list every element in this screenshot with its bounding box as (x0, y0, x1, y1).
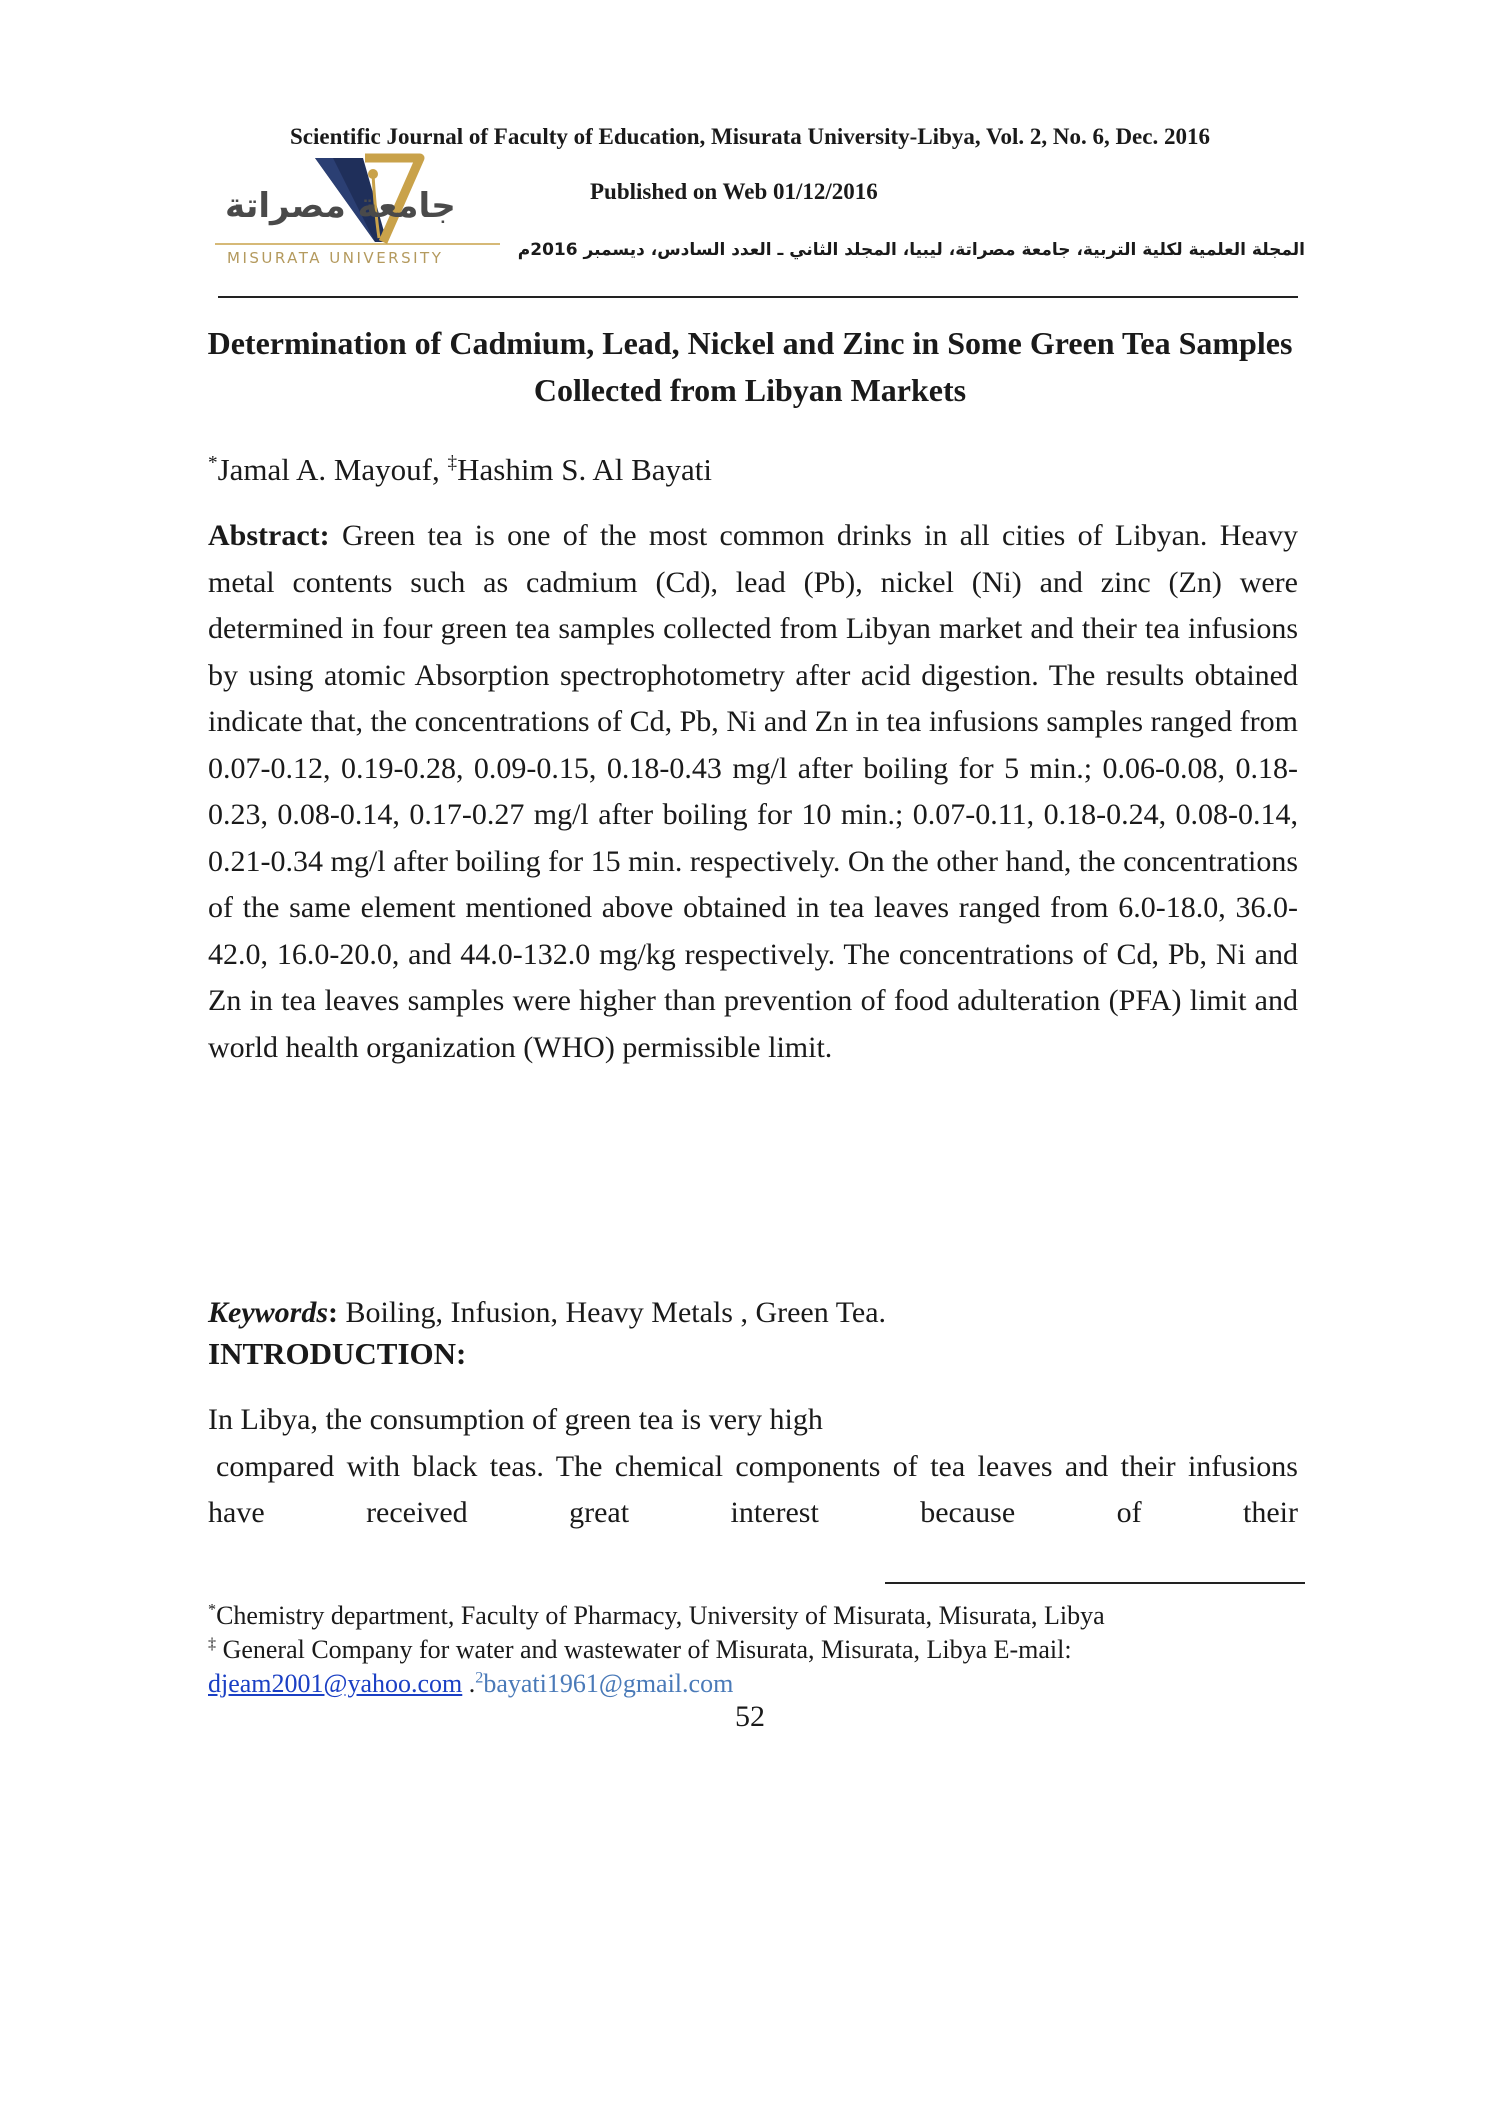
footnote-2-text: General Company for water and wastewater of Misurata, Misurata, Libya E-mail: (216, 1635, 1072, 1664)
abstract-label: Abstract: (208, 519, 330, 552)
email-2-text[interactable]: bayati1961@gmail.com (483, 1669, 734, 1698)
email-separator: . (462, 1669, 476, 1698)
logo-arabic-left: جامعة مصراتة (225, 186, 456, 226)
logo-english-text: MISURATA UNIVERSITY (227, 249, 444, 267)
journal-header-arabic: المجلة العلمية لكلية التربية، جامعة مصراتة، ليبيا، المجلد الثاني ـ العدد السادس، ديسمبر 2016م (517, 240, 1305, 260)
footnote-1 (208, 1599, 1298, 1633)
introduction-continuation: compared with black teas. The chemical components of tea leaves and their infusions have received great interest because of their (208, 1449, 1298, 1529)
publication-date: Published on Web 01/12/2016 (590, 179, 878, 204)
keywords (208, 1290, 1298, 1337)
keywords-colon: : (328, 1296, 338, 1329)
paper-title: Determination of Cadmium, Lead, Nickel and Zinc in Some Green Tea Samples Collected from Libyan Markets (207, 325, 1293, 408)
introduction-text (208, 1397, 1298, 1537)
keywords-label: Keywords (208, 1296, 328, 1329)
keywords-text: Boiling, Infusion, Heavy Metals , Green Tea. (345, 1296, 887, 1329)
author-1-marker: * (208, 452, 218, 474)
footnote-divider (885, 1582, 1305, 1584)
footnote-1-text: Chemistry department, Faculty of Pharmacy, University of Misurata, Misurata, Libya (216, 1601, 1105, 1630)
header-divider (218, 296, 1298, 298)
author-2-marker: ‡ (447, 452, 458, 474)
author-list (208, 452, 712, 488)
author-1-name: Jamal A. Mayouf, (217, 452, 440, 487)
footnote-2 (208, 1633, 1298, 1667)
email-link-1[interactable]: djeam2001@yahoo.com (208, 1669, 463, 1698)
abstract (208, 513, 1298, 1071)
email-2-marker: 2 (475, 1669, 484, 1687)
university-logo (215, 150, 500, 270)
journal-header: Scientific Journal of Faculty of Education, Misurata University-Libya, Vol. 2, No. 6, Dec. 2016 (290, 124, 1210, 149)
footnote-2-marker: ‡ (208, 1635, 217, 1653)
footnote-emails (208, 1667, 1298, 1701)
footnotes (208, 1599, 1298, 1701)
abstract-text: Green tea is one of the most common drinks in all cities of Libyan. Heavy metal contents such as cadmium (Cd), lead (Pb), nickel (Ni) and zinc (Zn) were determined in four green tea samples collected from Libyan market and their tea infusions by using atomic Absorption spectrophotometry after acid digestion. The results obtained indicate that, the concentrations of Cd, Pb, Ni and Zn in tea infusions samples ranged from 0.07-0.12, 0.19-0.28, 0.09-0.15, 0.18-0.43 mg/l after boiling for 5 min.; 0.06-0.08, 0.18-0.23, 0.08-0.14, 0.17-0.27 mg/l after boiling for 10 min.; 0.07-0.11, 0.18-0.24, 0.08-0.14, 0.21-0.34 mg/l after boiling for 15 min. respectively. On the other hand, the concentrations of the same element mentioned above obtained in tea leaves ranged from 6.0-18.0, 36.0-42.0, 16.0-20.0, and 44.0-132.0 mg/kg respectively. The concentrations of Cd, Pb, Ni and Zn in tea leaves samples were higher than prevention of food adulteration (PFA) limit and world health organization (WHO) permissible limit. (208, 519, 1298, 1064)
introduction-heading: INTRODUCTION: (208, 1336, 467, 1371)
footnote-1-marker: * (208, 1601, 217, 1619)
introduction-line-1: In Libya, the consumption of green tea is very high (208, 1403, 823, 1436)
page-number: 52 (735, 1700, 765, 1733)
author-2-name: Hashim S. Al Bayati (457, 452, 712, 487)
